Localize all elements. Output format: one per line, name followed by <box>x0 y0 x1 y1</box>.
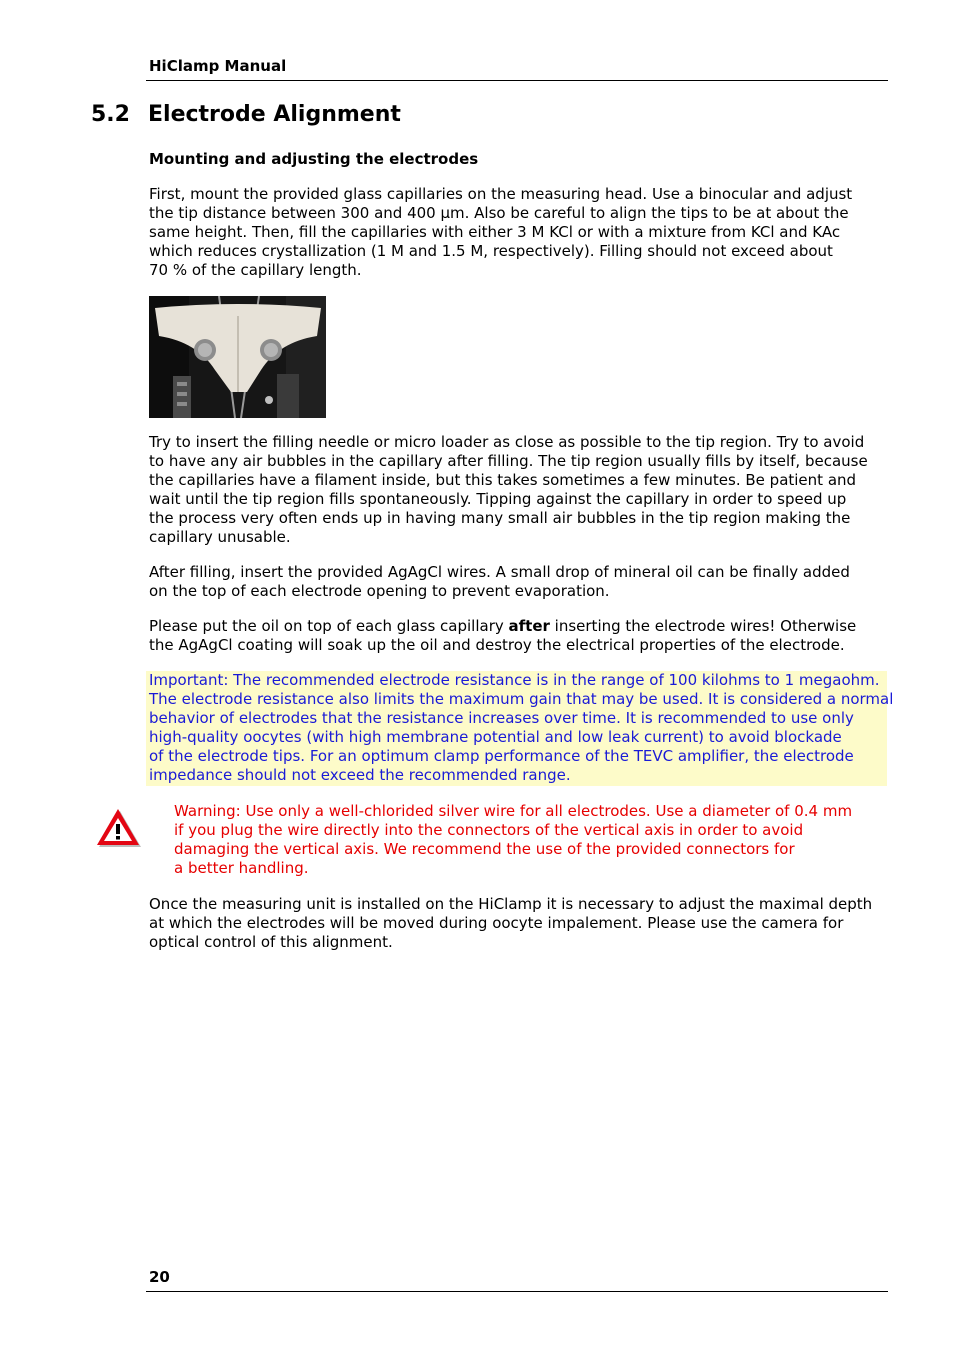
text-run: inserting the electrode wires! Otherwise <box>549 617 857 635</box>
page-number: 20 <box>149 1268 170 1286</box>
text-line: damaging the vertical axis. We recommend the use of the provided connectors for <box>174 840 795 858</box>
paragraph-wires <box>149 563 879 601</box>
warning-text <box>174 802 879 878</box>
text-line: Important: The recommended electrode resistance is in the range of 100 kilohms to 1 megaohm. <box>149 671 880 689</box>
text-line: The electrode resistance also limits the maximum gain that may be used. It is considered a normal <box>149 690 894 708</box>
emphasis-after: after <box>508 617 550 635</box>
text-line: to have any air bubbles in the capillary after filling. The tip region usually fills by itself, because <box>149 452 868 470</box>
paragraph-mounting <box>149 185 879 280</box>
text-line: if you plug the wire directly into the connectors of the vertical axis in order to avoid <box>174 821 804 839</box>
section-title: Electrode Alignment <box>148 102 401 127</box>
text-line: the AgAgCl coating will soak up the oil and destroy the electrical properties of the electrode. <box>149 636 845 654</box>
text-line: behavior of electrodes that the resistance increases over time. It is recommended to use only <box>149 709 854 727</box>
footer-rule <box>146 1291 888 1292</box>
text-line: on the top of each electrode opening to prevent evaporation. <box>149 582 610 600</box>
section-heading <box>91 102 401 127</box>
text-line: 70 % of the capillary length. <box>149 261 362 279</box>
section-number: 5.2 <box>91 102 130 127</box>
text-line: After filling, insert the provided AgAgCl wires. A small drop of mineral oil can be finally added <box>149 563 850 581</box>
text-line: Once the measuring unit is installed on the HiClamp it is necessary to adjust the maximal depth <box>149 895 873 913</box>
important-note-text <box>149 671 894 785</box>
text-line: impedance should not exceed the recommended range. <box>149 766 571 784</box>
electrode-holder-photo <box>149 296 326 418</box>
text-line: of the electrode tips. For an optimum clamp performance of the TEVC amplifier, the electrode <box>149 747 854 765</box>
subheading: Mounting and adjusting the electrodes <box>149 150 479 168</box>
text-line <box>149 617 879 636</box>
paragraph-depth <box>149 895 879 952</box>
text-line: Warning: Use only a well-chlorided silver wire for all electrodes. Use a diameter of 0.4 mm <box>174 802 853 820</box>
warning-triangle-icon <box>94 805 142 849</box>
text-line: capillary unusable. <box>149 528 291 546</box>
text-line: wait until the tip region fills spontaneously. Tipping against the capillary in order to speed up <box>149 490 847 508</box>
text-line: high-quality oocytes (with high membrane potential and low leak current) to avoid blockade <box>149 728 842 746</box>
text-line: at which the electrodes will be moved during oocyte impalement. Please use the camera for <box>149 914 844 932</box>
important-note-box <box>146 671 894 786</box>
text-line: which reduces crystallization (1 M and 1.5 M, respectively). Filling should not exceed about <box>149 242 833 260</box>
paragraph-filling <box>149 433 879 547</box>
text-line: optical control of this alignment. <box>149 933 393 951</box>
running-header: HiClamp Manual <box>149 57 287 75</box>
text-line: the capillaries have a filament inside, but this takes sometimes a few minutes. Be patient and <box>149 471 857 489</box>
text-line: First, mount the provided glass capillaries on the measuring head. Use a binocular and adjust <box>149 185 853 203</box>
text-run: Please put the oil on top of each glass capillary <box>149 617 509 635</box>
paragraph-oil <box>149 617 879 655</box>
text-line: same height. Then, fill the capillaries with either 3 M KCl or with a mixture from KCl and KAc <box>149 223 841 241</box>
text-line: Try to insert the filling needle or micro loader as close as possible to the tip region. Try to avoid <box>149 433 865 451</box>
text-line: the process very often ends up in having many small air bubbles in the tip region making the <box>149 509 851 527</box>
text-line: the tip distance between 300 and 400 µm. Also be careful to align the tips to be at about the <box>149 204 849 222</box>
header-rule <box>146 80 888 81</box>
text-line: a better handling. <box>174 859 309 877</box>
